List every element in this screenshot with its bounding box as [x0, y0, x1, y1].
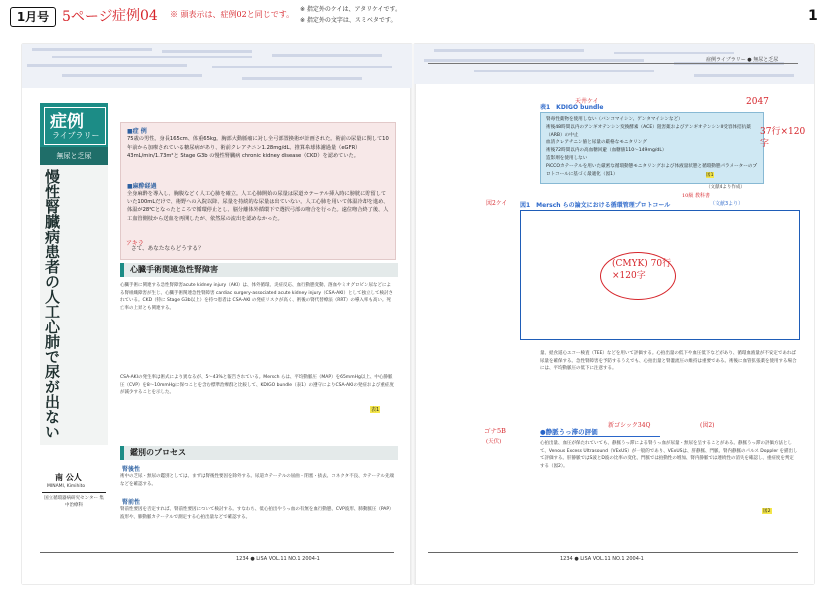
note-text: ※ 指定外の文字は、スミベタです。	[300, 17, 397, 24]
header-handnote: ※ 頭表示は、症例02と同じです。	[170, 10, 295, 19]
cardiac-para-2: CSA-AKIの発生率は術式により異なるが、5～43%と報告されている。Mersch らは、平均動脈圧（MAP）を65mmHg以上、中心静脈圧（CVP）を8～10mmHgに保つことを含む標準治療群と比較して、KDIGO bundle（表1）の遵守によりCSA-AKIの発症および重症度が減少することを示した。	[120, 375, 394, 396]
case-question: さて、あなたならどうする？	[131, 246, 204, 252]
case-box	[120, 122, 396, 260]
hand-note-section: ゴナ5B	[484, 427, 506, 435]
right-footer-rule	[428, 552, 798, 553]
cardiac-body	[120, 282, 394, 374]
author-romaji: MINAMI, Kimihito	[47, 484, 86, 489]
issue-badge	[10, 7, 56, 27]
figure-ref-venous: 図2	[763, 509, 771, 514]
sidebar-title-sub: ライブラリー	[52, 131, 100, 140]
venous-body	[540, 440, 798, 538]
left-footer-rule	[40, 552, 394, 553]
figure1-title: 図1 Mersch らの論文における循環管理プロトコール	[520, 202, 671, 209]
hand-note-top: 2047	[746, 97, 769, 107]
case-body: 75歳の男性。身長165cm、体重65kg。胸部大動脈瘤に対し全弓部置換術が計画された。術前の尿量に関して10年前から加療されている糖尿病があり、術前クレアチニン1.28mg/dL、推算糸球体濾過量（eGFR）43mL/min/1.73m²と Stage G3b の慢性腎臓病 chronic kidney disease（CKD）を認めていた。	[127, 136, 389, 160]
spine-gutter	[410, 44, 416, 584]
author-affiliation: 国立循環器病研究センター 集中治療科	[44, 496, 104, 508]
note-katakana: ※ 指定外のケイは、アタリケイです。	[300, 6, 402, 13]
hand-note-section4: (図2)	[700, 422, 715, 429]
heading-cardiac-text: 心臓手術関連急性腎障害	[130, 265, 218, 274]
author-rule	[42, 492, 106, 493]
scan-noise-right	[414, 44, 814, 84]
table1-item: PiCCOカテーテルを用いた厳密な循環動態モニタリングおよび体液量状態と循環動態パラメーターのプロトコールに基づく最適化（図1）	[546, 163, 758, 177]
venous-heading: ●静脈うっ滞の評価	[540, 428, 598, 436]
figure-ref-table1: 図1	[706, 173, 714, 178]
section-heading-cardiac	[120, 263, 398, 277]
running-head: 症例ライブラリー ● 無尿と乏尿	[706, 57, 779, 63]
postrenal-body: 術中の乏尿・無尿の鑑別としては、まずは腎後性要因を除外する。尿道カテーテルの屈曲・閉塞・抜去、コネクタ不良、カテーテル先端などを確認する。	[120, 474, 394, 487]
table1-box	[540, 112, 764, 184]
cardiac-para-1: 心臓手術に関連する急性腎障害acute kidney injury（AKI）は、体外循環、炎症反応、血行動態変動、溶血やミオグロビン尿などによる腎組織障害が生じ、心臓手術関連急性腎障害 cardiac surgery-associated acute kidney injury（CSA-AKI）として独立して検討されている。CKD（特に Stage G3b以上）を持つ患者は CSA-AKI の発症リスクが高く、術後の腎代替療法（RRT）の導入率も高い。死亡率の上昇とも関連する。	[120, 283, 393, 311]
table-ref-highlight: 表1	[371, 407, 380, 413]
running-head-rule	[428, 63, 798, 64]
sidebar-category: 無尿と乏尿	[56, 152, 92, 160]
case-annotation: アキラ	[126, 240, 144, 247]
hand-note-fig-side: 図2ケイ	[486, 200, 508, 207]
sidebar-category-bar	[40, 147, 108, 165]
hand-note-section3: 新ゴシック34Q	[608, 422, 651, 429]
table1-citation: （文献4より作成）	[706, 185, 745, 190]
hand-note-size: 37行×120字	[760, 127, 806, 149]
postrenal-sub: 腎後性	[122, 466, 141, 473]
table1-item: 血清クレアチニン値と尿量の厳格なモニタリング	[546, 140, 647, 146]
section-heading-diff	[120, 446, 398, 460]
figure1-citation: （文献3より）	[710, 201, 744, 207]
right-footer: 1234 ● LiSA VOL.11 NO.1 2004-1	[560, 556, 644, 562]
sidebar-panel	[40, 165, 108, 445]
prerenal-body: 腎前性要因を否定すれば、腎前性要因について検討する。すなわち、低心拍出やうっ血の有無を血行動態、CVP波形、肺動脈圧（PAP）波形や、肺動脈カテーテルで測定する心拍出量などで確認する。	[120, 507, 394, 520]
hand-note-top-small: 天井ケイ	[575, 98, 599, 105]
table1-item: 術後48時間以内のアンギオテンシン変換酵素（ACE）阻害薬およびアンギオテンシンII受容体拮抗薬（ARB）の中止	[546, 124, 751, 138]
prerenal-sub: 腎前性	[122, 499, 141, 506]
case-label: 症例04	[112, 8, 158, 24]
case-section-label: ■症 例	[127, 128, 147, 135]
page-number: 1	[808, 8, 818, 24]
hand-note-section2: (天伏)	[486, 439, 502, 445]
cardiac-body-2	[120, 374, 394, 424]
right-para-1: 量、経食道心エコー検査（TEE）などを用いて評価する。心拍出量の低下や血圧低下などがあり、循環血液量が不安定であれば尿量を確保する。急性腎障害を予防するうえでも、心拍出量と腎灌流圧の維持は重要である。術後に血管拡張薬を使用する場合には、平均動脈圧の低下に注意する。	[540, 351, 797, 372]
vertical-title: 慢性腎臓病患者の人工心肺で尿が出ない	[43, 169, 61, 439]
hand-note-font: 10級 教科書	[682, 193, 710, 199]
table1-item: 術後72時間以内の高血糖回避（血糖値110～149mg/dL）	[546, 148, 667, 154]
venous-heading-rule	[540, 436, 660, 437]
scan-noise-left	[22, 44, 412, 88]
table1-items	[546, 116, 758, 178]
sidebar-title-main: 症例	[50, 112, 84, 132]
page-label: 5ページ	[62, 9, 113, 25]
anesthesia-section-label: ■麻酔経過	[127, 183, 157, 190]
table1-title: 表1 KDIGO bundle	[540, 104, 604, 111]
hand-note-fig-size: (CMYK) 70行×120字	[612, 259, 672, 281]
table1-item: 造影剤を使用しない	[546, 155, 588, 161]
anesthesia-body: 全身麻酔を導入し、胸腹などく人工心肺を確立。人工心肺開始の尿量は尿道カテーテル挿入時に膀胱に貯留していた100mLだけで、術野への入院以降、尿量を持続的な尿量は出ていない。人工心肺を用いて体温冷却を進め、体温が28℃となったところで循環停止とし、脳分離体外循環下で選択弓部の吻合を行った。遠位吻合終了後、人工血管側枝から送血を再開したが、依然尿の流出を認めなかった。	[127, 191, 389, 222]
issue-label: 1月号	[16, 10, 50, 24]
table1-item: 腎毒性薬物を使用しない（バンコマイシン、ゲンタマイシンなど）	[546, 117, 683, 122]
author-name: 南 公人	[55, 473, 82, 482]
venous-para: 心拍出量、血圧が保たれていても、静脈うっ滞による腎うっ血が尿量・無尿を呈することがある。静脈うっ滞の評価方法として、Venous Excess Ultrasound（VExUS）が一般的であり、VExUSは、肝静脈、門脈、腎内静脈のパルス Doppler を描出して評価する。肝静脈ではS波とD波の比率の変化、門脈では拍動性の増加、腎内静脈では連続性の消失を確認し、重症度を判定する（図2）。	[540, 441, 798, 469]
right-col-text	[540, 350, 798, 422]
heading-diff-text: 鑑別のプロセス	[130, 448, 186, 457]
left-footer: 1234 ● LiSA VOL.11 NO.1 2004-1	[236, 556, 320, 562]
